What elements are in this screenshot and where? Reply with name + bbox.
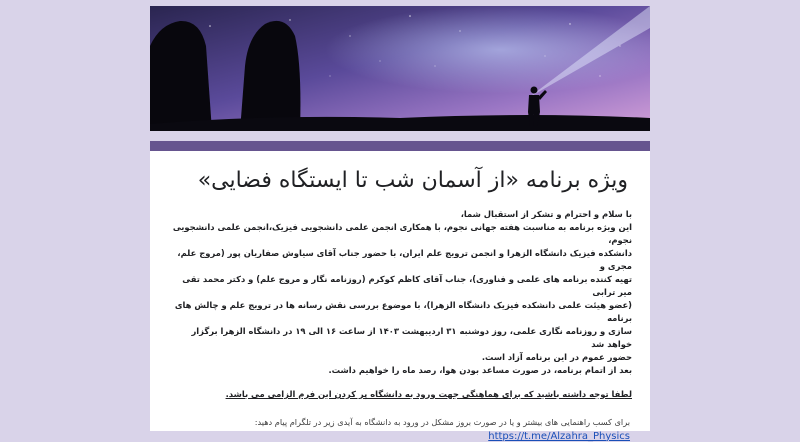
form-title: ویژه برنامه «از آسمان شب تا ایستگاه فضایی» <box>197 168 628 193</box>
help-text: برای کسب راهنمایی های بیشتر و یا در صورت بروز مشکل در ورود به دانشگاه به آیدی زیر در تلگرام پیام دهید: <box>254 416 630 427</box>
form-description <box>168 208 632 377</box>
header-banner-image <box>150 6 650 131</box>
required-form-note: لطفا توجه داشته باشید که برای هماهنگی جهت ورود به دانشگاه پر کردن این فرم الزامی می باشد. <box>225 388 632 399</box>
description-line: سازی و روزنامه نگاری علمی، روز دوشنبه ۳۱ اردیبهشت ۱۴۰۳ از ساعت ۱۶ الی ۱۹ در دانشگاه الزهرا برگزار خواهد شد <box>191 325 632 349</box>
description-line: بعد از اتمام برنامه، در صورت مساعد بودن هوا، رصد ماه را خواهیم داشت. <box>328 364 632 375</box>
description-line: دانشکده فیزیک دانشگاه الزهرا و انجمن ترویج علم ایران، با حضور جناب آقای سیاوش صفاریان پور (مروج علم، مجری و <box>177 247 632 271</box>
description-line: این ویژه برنامه به مناسبت هفته جهانی نجوم، با همکاری انجمن علمی دانشجویی فیزیک،انجمن علمی دانشجویی نجوم، <box>172 221 632 245</box>
telegram-link[interactable]: https://t.me/Alzahra_Physics <box>488 430 630 442</box>
description-line: تهیه کننده برنامه های علمی و فناوری)، جناب آقای کاظم کوکرم (روزنامه نگار و مروج علم) و دکتر محمد تقی میر ترابی <box>182 273 632 297</box>
night-sky-illustration <box>150 6 650 131</box>
accent-bar <box>150 141 650 151</box>
rock-silhouette-left <box>150 21 212 131</box>
description-line: حضور عموم در این برنامه آزاد است. <box>481 351 632 362</box>
description-line: (عضو هیئت علمی دانشکده فیزیک دانشگاه الزهرا)، با موضوع بررسی نقش رسانه ها در ترویج علم و چالش های برنامه <box>174 299 632 323</box>
form-header-card <box>150 141 650 442</box>
description-line: با سلام و احترام و تشکر از استقبال شما، <box>460 208 632 219</box>
